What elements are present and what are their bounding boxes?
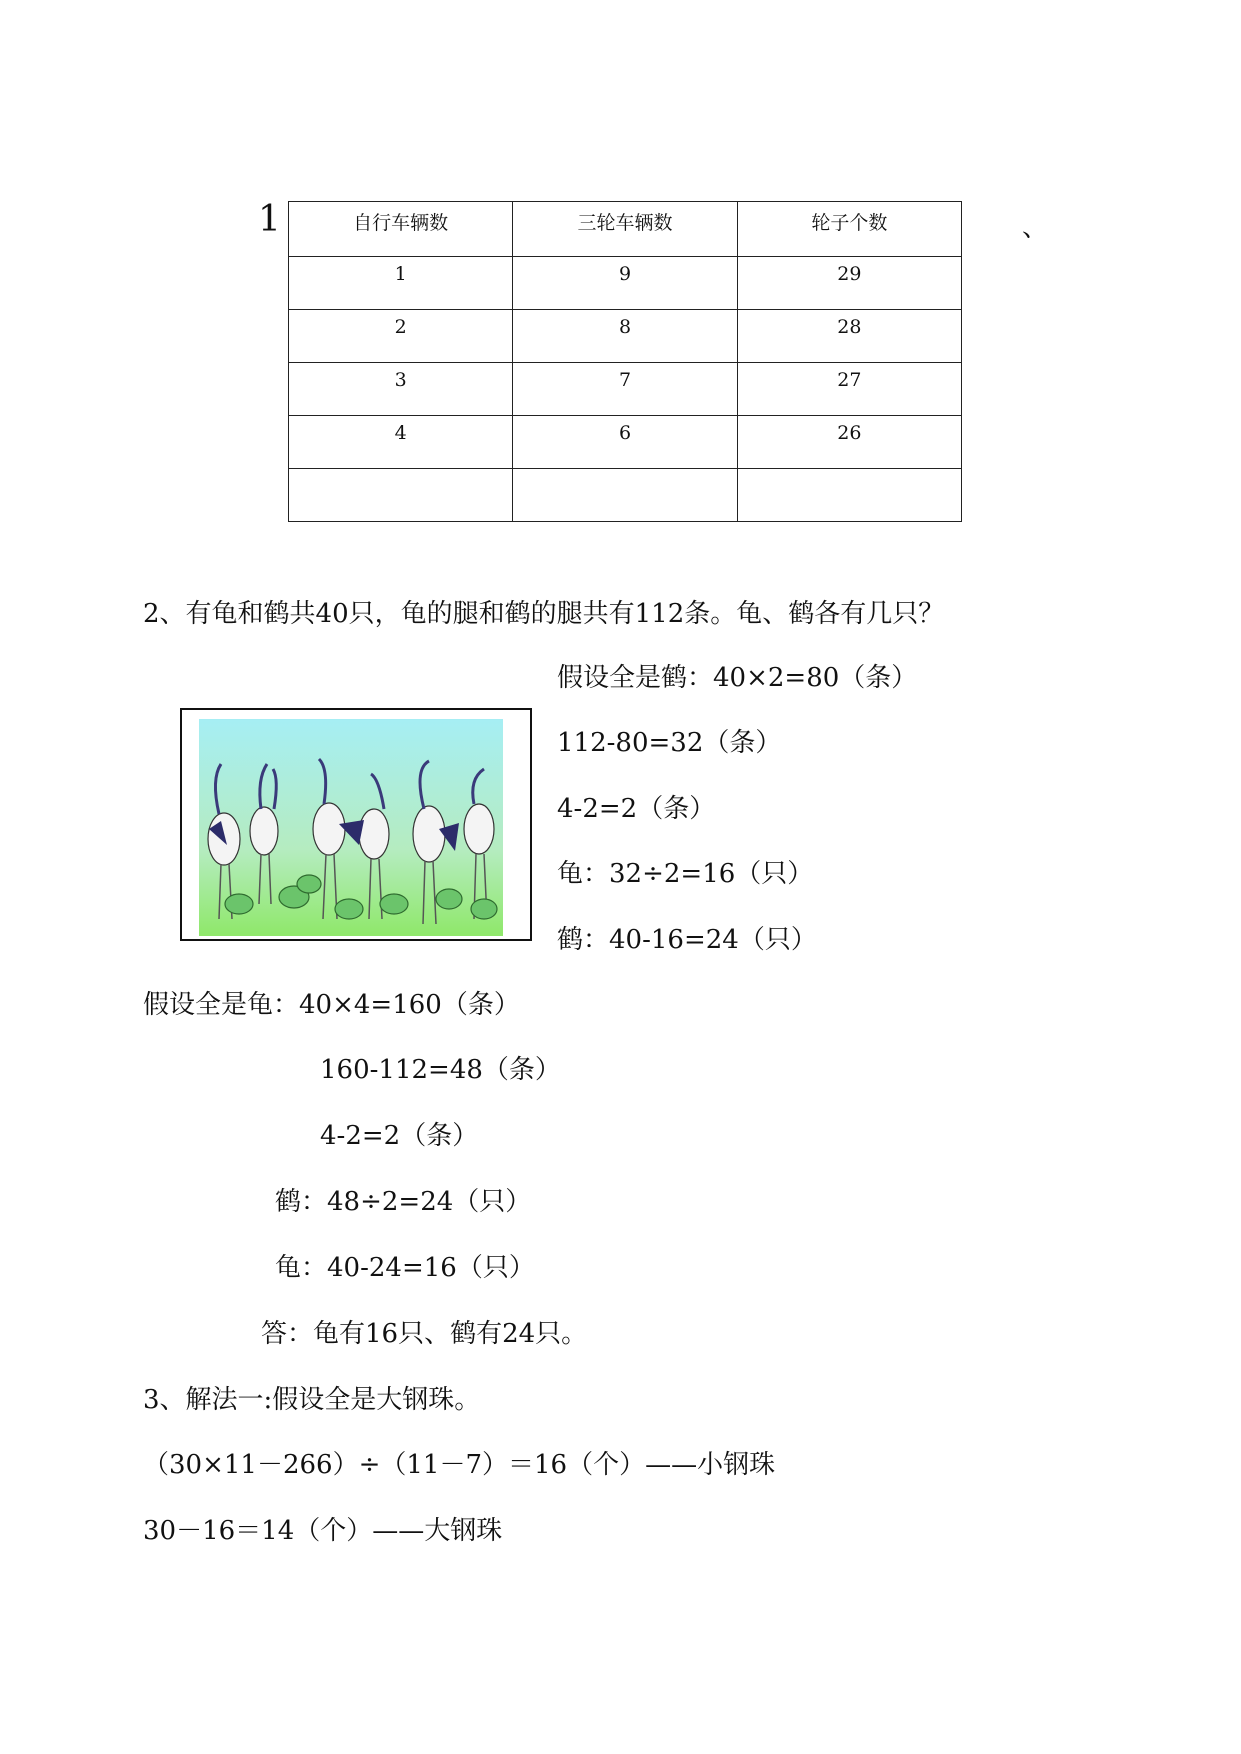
header-cell: 三轮车辆数 — [513, 202, 737, 257]
table-cell — [513, 469, 737, 522]
question-1-mark: 、 — [1022, 213, 1049, 243]
method2-line: 160-112=48（条） — [320, 1055, 561, 1085]
method2-title: 假设全是龟：40×4=160（条） — [143, 990, 520, 1020]
cranes-turtles-picture — [180, 708, 532, 941]
table-header-row — [289, 202, 962, 257]
header-cell: 自行车辆数 — [289, 202, 513, 257]
table-cell: 29 — [737, 257, 961, 310]
question-2-text: 2、有龟和鹤共40只，龟的腿和鹤的腿共有112条。龟、鹤各有几只？ — [143, 599, 945, 629]
table-cell: 7 — [513, 363, 737, 416]
header-cell: 轮子个数 — [737, 202, 961, 257]
table-cell: 27 — [737, 363, 961, 416]
table-cell: 1 — [289, 257, 513, 310]
table-cell: 8 — [513, 310, 737, 363]
table-row — [289, 257, 962, 310]
table-cell — [289, 469, 513, 522]
table-cell: 6 — [513, 416, 737, 469]
cranes-turtles-illustration — [199, 719, 503, 936]
table-cell: 26 — [737, 416, 961, 469]
table-row — [289, 469, 962, 522]
method1-line: 112-80=32（条） — [557, 728, 782, 758]
table-cell: 28 — [737, 310, 961, 363]
question-3-title: 3、解法一:假设全是大钢珠。 — [143, 1385, 481, 1415]
method2-line: 鹤：48÷2=24（只） — [275, 1187, 532, 1217]
method1-line: 龟：32÷2=16（只） — [557, 859, 814, 889]
table-cell: 2 — [289, 310, 513, 363]
method2-line: 4-2=2（条） — [320, 1121, 479, 1151]
table-row — [289, 310, 962, 363]
method1-line: 假设全是鹤：40×2=80（条） — [557, 663, 918, 693]
wheels-table — [288, 201, 962, 522]
method1-line: 鹤：40-16=24（只） — [557, 925, 817, 955]
question-1-number: 1 — [258, 199, 281, 240]
method2-line: 龟：40-24=16（只） — [275, 1253, 535, 1283]
question-3-line: 30－16＝14（个）——大钢珠 — [143, 1516, 503, 1546]
question-3-line: （30×11－266）÷（11－7）＝16（个）——小钢珠 — [143, 1450, 776, 1480]
table-row — [289, 416, 962, 469]
table-cell: 4 — [289, 416, 513, 469]
table-cell: 3 — [289, 363, 513, 416]
method1-line: 4-2=2（条） — [557, 794, 716, 824]
table-cell: 9 — [513, 257, 737, 310]
answer-text: 答：龟有16只、鹤有24只。 — [261, 1319, 588, 1349]
table-row — [289, 363, 962, 416]
table-cell — [737, 469, 961, 522]
